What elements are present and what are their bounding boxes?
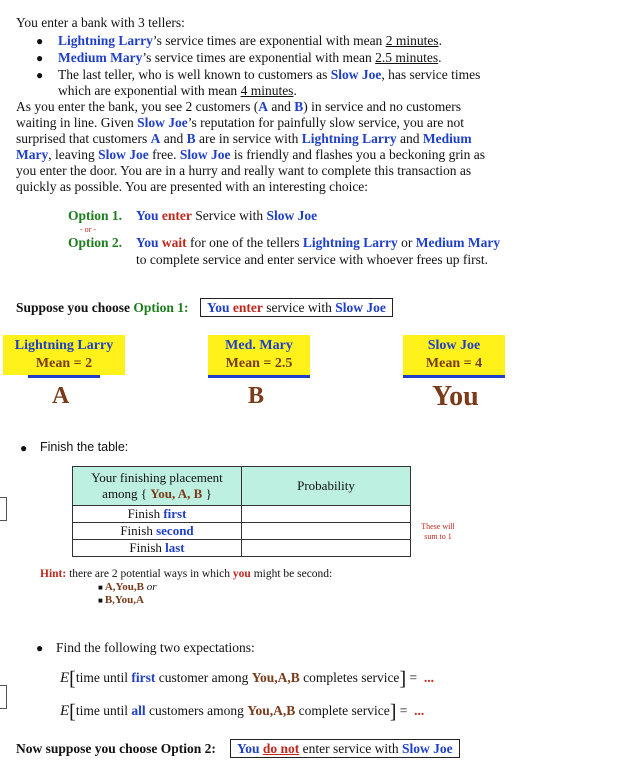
- bullet-icon: ●: [36, 68, 44, 82]
- para-line-4: Mary, leaving Slow Joe free. Slow Joe is friendly and flashes you a beckoning grin as: [16, 147, 486, 162]
- intro-text: You enter a bank with 3 tellers:: [16, 15, 185, 30]
- margin-marker: [0, 497, 7, 521]
- bullet-icon: ●: [20, 441, 28, 455]
- option-1-text: You enter Service with Slow Joe: [136, 208, 318, 223]
- para-line-5: you enter the door. You are in a hurry and really want to complete this transaction as: [16, 163, 472, 178]
- hint-way-2: ■ B,You,A: [98, 594, 144, 606]
- hint-text: Hint: there are 2 potential ways in which you might be second:: [40, 568, 333, 580]
- teller-mean: Mean = 4: [425, 356, 483, 371]
- teller-mean: Mean = 2.5: [225, 356, 293, 371]
- teller-mean: Mean = 2: [35, 356, 93, 371]
- customer-a: A: [52, 383, 70, 409]
- table-header-placement: Your finishing placement among { You, A, B }: [73, 467, 242, 506]
- para-line-1: As you enter the bank, you see 2 customers (A and B) in service and no customers: [16, 99, 462, 114]
- margin-marker: [0, 685, 7, 709]
- table-row: Finish last: [73, 540, 411, 557]
- choose-option-1: Suppose you choose Option 1:: [16, 300, 189, 315]
- finish-instruction: Finish the table:: [40, 440, 129, 454]
- choose-option-2: Now suppose you choose Option 2:: [16, 741, 216, 756]
- para-line-2: waiting in line. Given Slow Joe’s reputation for painfully slow service, you are not: [16, 115, 465, 130]
- teller-name: Slow Joe: [427, 338, 481, 353]
- expectation-first: E[time until first customer among You,A,B completes service] = ...: [60, 668, 434, 690]
- table-row: Finish second: [73, 523, 411, 540]
- teller-joe: [403, 335, 505, 378]
- bullet-icon: ●: [36, 51, 44, 65]
- probability-cell[interactable]: [242, 540, 411, 557]
- bullet-joe-line2: which are exponential with mean 4 minutes.: [58, 83, 297, 98]
- option-1-box: You enter service with Slow Joe: [200, 298, 393, 317]
- teller-name: Med. Mary: [225, 338, 293, 353]
- para-line-6: quickly as possible. You are presented with an interesting choice:: [16, 179, 369, 194]
- bullet-mary: Medium Mary’s service times are exponential with mean 2.5 minutes.: [58, 50, 442, 65]
- sum-note: These will sum to 1: [421, 522, 455, 541]
- bullet-icon: ●: [36, 641, 44, 655]
- customer-you: You: [432, 381, 479, 412]
- bullet-larry: Lightning Larry’s service times are exponential with mean 2 minutes.: [58, 33, 442, 48]
- option-2-text: You wait for one of the tellers Lightning Larry or Medium Mary: [136, 235, 501, 250]
- expectation-all: E[time until all customers among You,A,B complete service] = ...: [60, 701, 425, 723]
- option-2-label: Option 2.: [68, 235, 123, 250]
- expectations-title: Find the following two expectations:: [56, 640, 255, 655]
- option-2-text-line2: to complete service and enter service with whoever frees up first.: [136, 252, 488, 267]
- para-line-3: surprised that customers A and B are in service with Lightning Larry and Medium: [16, 131, 472, 146]
- option-1-label: Option 1.: [68, 208, 123, 223]
- placement-table: [72, 466, 411, 557]
- table-header-probability: Probability: [242, 467, 411, 506]
- teller-name: Lightning Larry: [14, 338, 114, 353]
- table-row: Finish first: [73, 506, 411, 523]
- probability-cell[interactable]: [242, 506, 411, 523]
- bullet-icon: ●: [36, 34, 44, 48]
- bullet-joe-line1: The last teller, who is well known to customers as Slow Joe, has service times: [58, 67, 481, 82]
- teller-mary: [208, 335, 310, 378]
- hint-way-1: ■ A,You,B or: [98, 581, 157, 593]
- customer-b: B: [248, 383, 265, 409]
- teller-larry: [3, 335, 125, 378]
- probability-cell[interactable]: [242, 523, 411, 540]
- option-2-box: You do not enter service with Slow Joe: [230, 739, 460, 758]
- or-separator: - or -: [80, 225, 96, 234]
